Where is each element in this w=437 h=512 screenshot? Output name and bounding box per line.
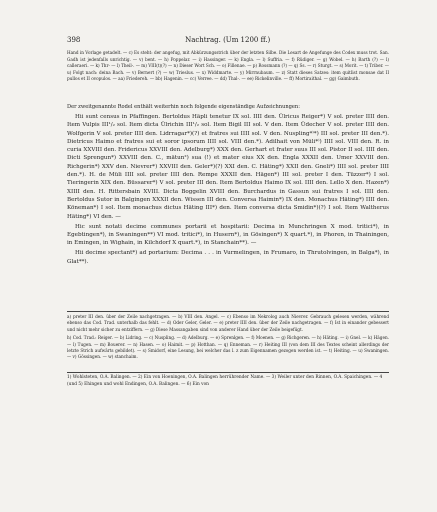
main-text bbox=[67, 113, 389, 266]
footnote-block: h) Cod. Trad.: Reiger. — b) Lidring. — c) Nuspling. — d) Adelburg. — e) Sprenlgen. — f) Moenen. — g) Richgeren. — h) Häting. — i) Gnel. — k) Hägen. — l) Tugen. — m) Bouerer. — n) Hasen. — o) Haimit. — p) Hotthan. — q) Enneman. — r) Heiting III (von dem III des Textes scheint allerdings der letzte Strich aufwärts gebildet). — s) Smidorf, eine Lesung, bei welcher das l. z zum Eigennamen gezogen werden ist. — t) Heiting. — u) Swaningen. — v) Gössingen. — w) stanchaim. bbox=[67, 335, 389, 360]
page-header bbox=[67, 36, 389, 44]
footnotes-bottom bbox=[67, 375, 389, 388]
paragraph: Hii decime spectant*) ad portarium: Decima . . . in Vurmelingen, in Frumaro, in Thrutolvingen, in Balga*), in Glat**). bbox=[67, 250, 389, 265]
intro-text: Der zweitgenannte Rodel enthält weiterhin noch folgende eigenständige Aufzeichnungen: bbox=[67, 104, 300, 110]
paragraph: Hic sunt notati decime communes portarii et hospitarii: Decima in Munchringen X mod. tritici*), in Egebtingen*), in Swaningen**) VI mod. tritici*), in Husern*), in Gösingen*) X quart.*), in Phoren, in Thainingen, in Emingen, in Wighain, in Kilchdorf X quart.*), in Stanchain**). — bbox=[67, 223, 389, 247]
footnote-block: a) preter III den. über der Zeile nachgetragen. — b) VIII den. Angel. — c) Ebenso im Nekrolog auch Nievrer. Gebrauch gelesen werden, während ebenso das Cod. Trad. unterhalb das fehlt. — d) Oder Geler, Geler. — e) preter IIII den. über der Zeile nachgetragen. — f) Ist in einander gebessert und nicht mehr sicher zu entziffern. — g) Diese Massangaben sind von anderer Hand über der Zeile beigefügt. bbox=[67, 314, 389, 332]
paragraph: Hii sunt census in Pfaffingen. Bertoldus Häpli tenetur IX sol. IIII den. Ülricus Reiger*) V sol. preter IIII den. Item Vulpis III¹/₂ sol. Item dicta Ülrichin III¹/₂ sol. Item Bigil III sol. V den. Item Üdecher V sol. preter IIII den. Wolfgerin V sol. preter IIII den. Lidrragar*)(?) et fratres sui IIII sol. V den. Nuspling*⁾*) III sol. preter III den.*). Dietricus Haimo et fratres sui et soror ipsorum IIII sol. VIII den.*). Adilhait von Müli*⁾) IIII sol. VIII den. R. in curia XXVIII den. Fridericus XXVIII den. Adelburg*) XXX den. Gerhart et frater suus III sol. Pistor II sol. IIII den. Dicti Sprengun*) XXVIII den. C., mätun²) sua (!) et mater eius XX den. Engla XXXII den. Umer XXVIII den. Richgerin*) XXV den. Nievrer*) XXVIII den. Geler*)(?) XXI den. C. Häting*) XXII den. Gneli*) IIII sol. preter IIII den.*). H. de Müli IIII sol. preter IIII den. Rempe XXXII den. Hägen*) III sol. preter I den. Tüzzer*) I sol. Tieringerin XIX den. Büssarer*) V sol. preter III den. Item Bertoldus Haimo IX sol. IIII den. Lello X den. Hazen*) XIIII den. H. Rittersbain XVIII. Dicta Boggelin XVIII den. Burchardus in Gassun sui fratres I sol. IIII den. Bertoldus Sutor in Balgingen XXXII den. Wissen III den. Conversa Haimin*) IX den. Monachus Häting*) IIII den. Köneman*) I sol. Item monachus dictus Häting III*) den. Item conversa dicta Smidin*)(?) I sol. Item Waltherus Häting*) VI den. — bbox=[67, 114, 389, 220]
footnote-block: 1) Wohlsteten, O.A. Balingen. — 2) Ein von Hoeningen, O.A. Balingen herrührender Name. — 3) Weiler unter den Rinnen, O.A. Spaichingen. — 4 (und 5) Ehingen und wohl Endingen, O.A. Balingen. — 6) Ein von bbox=[67, 375, 383, 387]
running-title: Nachtrag. (Um 1200 ff.) bbox=[185, 36, 271, 44]
footnote-divider bbox=[67, 372, 389, 373]
page-number: 398 bbox=[67, 36, 81, 44]
footnotes-middle bbox=[67, 314, 389, 361]
footnotes-top: Hand in Vorlage getadelt. — c) Es steht: der angefug, mit Abkürzungsstrich über der letzten Silbe. Die Lesart de Angefunge des Codex muss trot. San. Gadh ist jedenfalls unrichtig. — v) bent. — h) Poppelar. — i) Hassinger. — k) Engla. — l) Suffria. — f) Rüdiger. — g) Wobel. — h) Barth (?) — l) calleraeri. — k) Thr- — l) Theil-. — m) VIII(t)(?) — n) Dieser Wort Sch. — o) Fillenae. — p) Rossmann (?) — q) Ss. — r) Sturgt. — s) Morit. — t) Triber. — u) Folgt nach: deina Bach. — v) Bernert (?) — w) Trieslus. — x) Widdmarte. — y) Mirrnubaum. — z) Statt dieses Satzes: item quitlist monsae dat II pullos et II ovopulos. — aa) Friedereh. — bb) Hagenin. — cc) Verree. — dd) Thal-. — ee) Rickelinville. — ff) Mortiraithal. — gg) Gaimbuth. bbox=[67, 50, 389, 81]
footnote-divider bbox=[67, 311, 389, 312]
